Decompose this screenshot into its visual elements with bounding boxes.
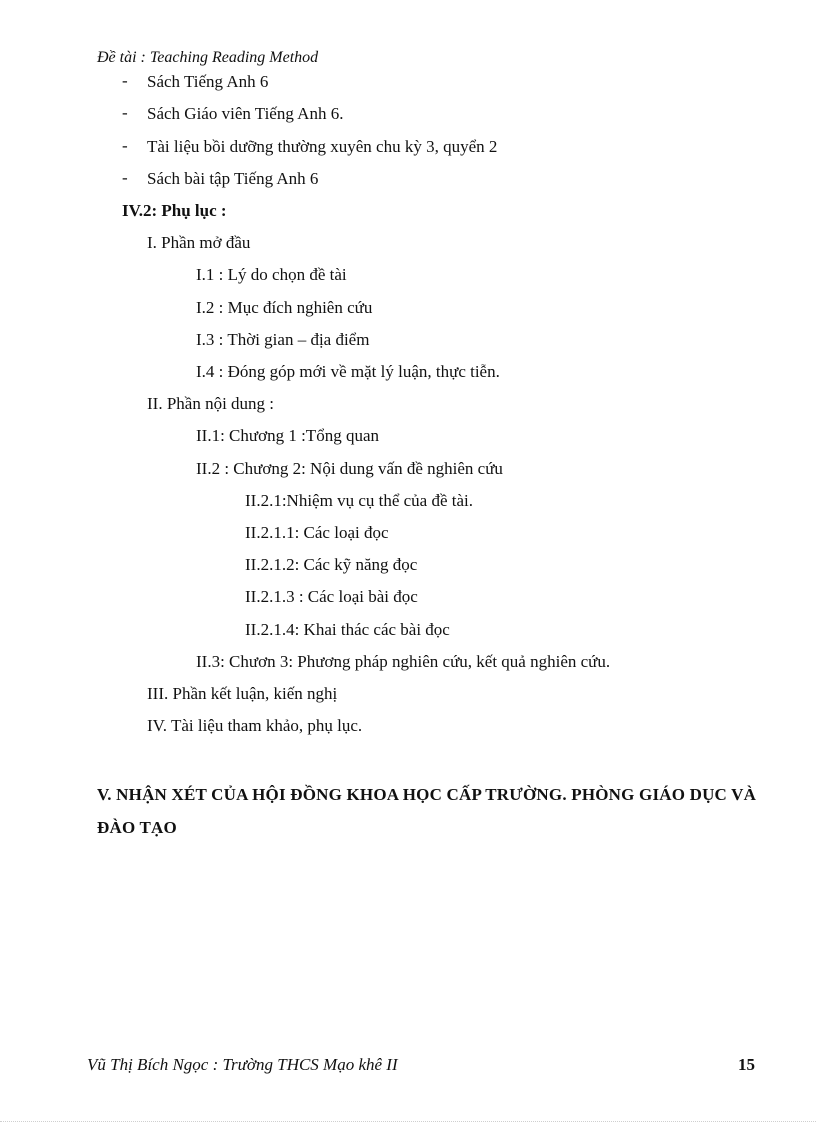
- bullet-mark: -: [122, 71, 128, 90]
- toc-item: I.3 : Thời gian – địa điểm: [196, 330, 370, 349]
- toc-item: I.4 : Đóng góp mới về mặt lý luận, thực tiễn.: [196, 362, 500, 381]
- page-header: Đề tài : Teaching Reading Method: [97, 49, 319, 66]
- reference-item: Sách Giáo viên Tiếng Anh 6.: [147, 104, 344, 123]
- toc-item: II.2.1.4: Khai thác các bài đọc: [245, 620, 450, 639]
- toc-item: II.1: Chương 1 :Tổng quan: [196, 426, 379, 445]
- toc-item: I.1 : Lý do chọn đề tài: [196, 265, 347, 284]
- page-footer: Vũ Thị Bích Ngọc : Trường THCS Mạo khê II: [87, 1055, 398, 1074]
- toc-item: II.2.1.3 : Các loại bài đọc: [245, 587, 418, 606]
- toc-item: IV. Tài liệu tham khảo, phụ lục.: [147, 716, 363, 735]
- toc-item: III. Phần kết luận, kiến nghị: [147, 684, 338, 703]
- reference-item: Sách bài tập Tiếng Anh 6: [147, 169, 319, 188]
- appendix-title: IV.2: Phụ lục :: [122, 201, 227, 220]
- reference-item: Tài liệu bồi dưỡng thường xuyên chu kỳ 3, quyển 2: [147, 137, 498, 156]
- page-bottom-rule: [0, 1121, 816, 1122]
- toc-item: II.3: Chươn 3: Phương pháp nghiên cứu, kết quả nghiên cứu.: [196, 652, 611, 671]
- toc-item: II.2.1.2: Các kỹ năng đọc: [245, 555, 418, 574]
- bullet-mark: -: [122, 136, 128, 155]
- toc-item: II. Phần nội dung :: [147, 394, 275, 413]
- toc-item: I.2 : Mục đích nghiên cứu: [196, 298, 373, 317]
- toc-item: II.2 : Chương 2: Nội dung vấn đề nghiên cứu: [196, 459, 503, 478]
- toc-item: I. Phần mở đầu: [147, 233, 251, 252]
- bullet-mark: -: [122, 168, 128, 187]
- page-number: 15: [738, 1055, 755, 1074]
- bullet-mark: -: [122, 103, 128, 122]
- reference-item: Sách Tiếng Anh 6: [147, 72, 269, 91]
- toc-item: II.2.1:Nhiệm vụ cụ thể của đề tài.: [245, 491, 474, 510]
- toc-item: II.2.1.1: Các loại đọc: [245, 523, 389, 542]
- section-v-heading: V. NHẬN XÉT CỦA HỘI ĐỒNG KHOA HỌC CẤP TRƯỜNG. PHÒNG GIÁO DỤC VÀ ĐÀO TẠO: [97, 785, 757, 837]
